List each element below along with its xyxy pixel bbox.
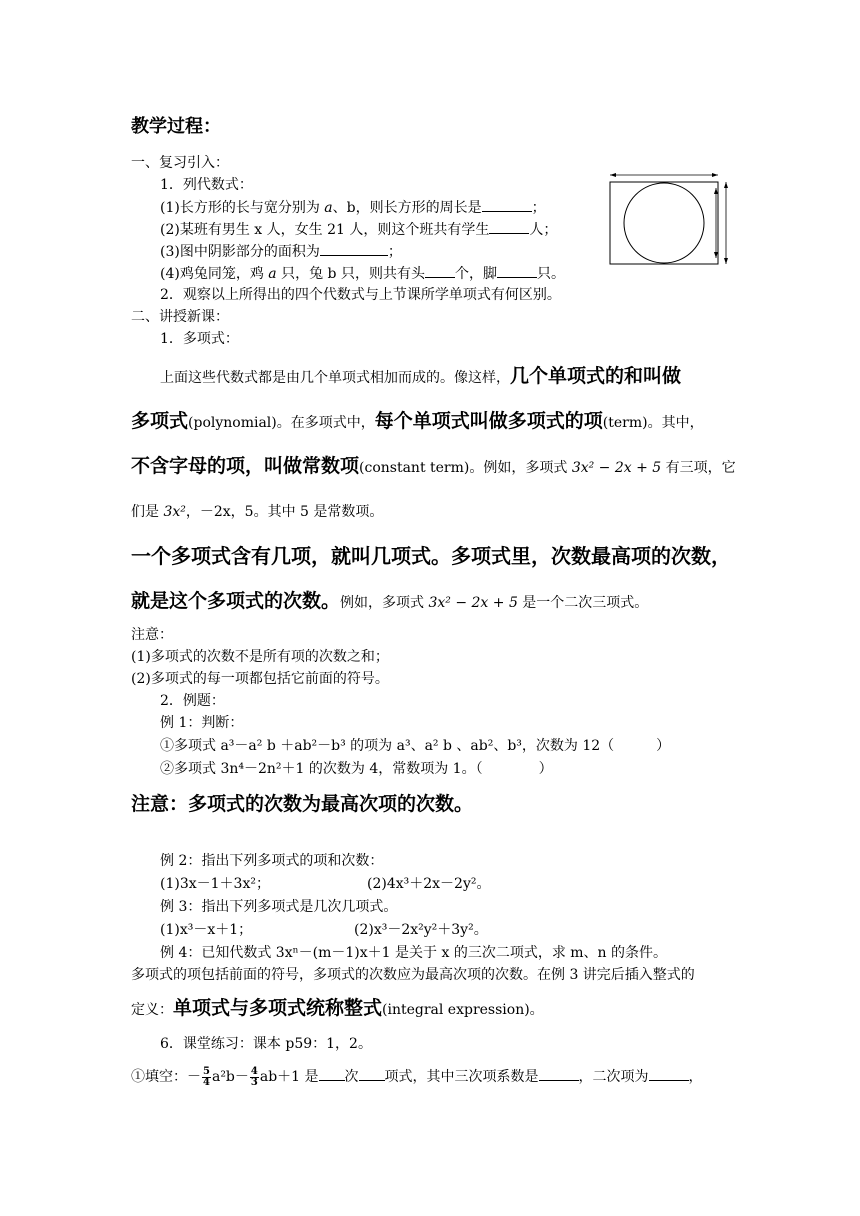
example3-item-1: (1)x³－x＋1； <box>160 922 253 938</box>
review-q2: (2)某班有男生 x 人，女生 21 人，则这个班共有学生 人； <box>160 219 557 240</box>
practice-title: 6．课堂练习：课本 p59：1，2。 <box>160 1036 372 1052</box>
note-item-1: (1)多项式的次数不是所有项的次数之和； <box>131 649 389 665</box>
example2-title: 例 2：指出下列多项式的项和次数： <box>160 853 384 869</box>
review-q3: (3)图中阴影部分的面积为 ； <box>160 241 402 262</box>
arrow-down-icon <box>724 258 728 264</box>
note-item-2: (2)多项式的每一项都包括它前面的符号。 <box>131 671 389 687</box>
answer-blank <box>649 1066 689 1081</box>
section-review-title: 一、复习引入： <box>131 155 229 171</box>
fraction: $\frac{5}{4}$ <box>203 1065 210 1088</box>
arrow-down-icon <box>714 252 718 258</box>
example1-title: 例 1：判断： <box>160 715 244 731</box>
review-q4: (4)鸡兔同笼，鸡 a 只，兔 b 只，则共有头 个，脚 只。 <box>160 263 565 284</box>
example4: 例 4：已知代数式 3xⁿ－(m－1)x＋1 是关于 x 的三次二项式，求 m、n 的条件。 <box>160 945 668 961</box>
answer-blank <box>489 219 529 234</box>
para2-line2: 就是这个多项式的次数。例如，多项式 3x² − 2x + 5 是一个二次三项式。 <box>131 590 649 612</box>
para1-line3: 不含字母的项，叫做常数项(constant term)。例如，多项式 3x² − 2x + 5 有三项，它 <box>131 455 736 477</box>
review-sub2: 2．观察以上所得出的四个代数式与上节课所学单项式有何区别。 <box>160 287 561 303</box>
example1-item-b: ②多项式 3n⁴－2n²＋1 的次数为 4，常数项为 1。（ ） <box>160 761 553 777</box>
arrow-right-icon <box>712 173 718 177</box>
page-heading: 教学过程： <box>131 116 221 137</box>
note-title: 注意： <box>131 627 173 643</box>
answer-blank <box>497 263 537 278</box>
example3-title: 例 3：指出下列多项式是几次几项式。 <box>160 899 398 915</box>
arrow-left-icon <box>610 173 616 177</box>
figure-circle <box>624 183 704 263</box>
example2-item-2: (2)4x³＋2x－2y²。 <box>367 876 491 892</box>
examples-title: 2．例题： <box>160 693 225 709</box>
fraction: $\frac{4}{3}$ <box>250 1065 258 1088</box>
example2-item-1: (1)3x－1＋3x²； <box>160 876 270 892</box>
definition-line: 定义：单项式与多项式统称整式(integral expression)。 <box>131 997 544 1019</box>
section-teach-title: 二、讲授新课： <box>131 309 229 325</box>
review-sub1: 1．列代数式： <box>160 177 253 193</box>
answer-blank <box>320 241 388 256</box>
square-circle-figure <box>602 168 738 276</box>
practice-fill: ①填空：－ $\frac{5}{4}$ a²b－ $\frac{4}{3}$ ab＋1 是 次 项式，其中三次项系数是 ，二次项为 ， <box>131 1065 703 1088</box>
example1-item-a: ①多项式 a³－a² b ＋ab²－b³ 的项为 a³、a² b 、ab²、b³，次数为 12（ ） <box>160 738 671 754</box>
answer-blank <box>425 263 455 278</box>
answer-blank <box>539 1066 579 1081</box>
note2-statement: 注意：多项式的次数为最高次项的次数。 <box>131 793 474 815</box>
arrow-up-icon <box>714 188 718 194</box>
answer-blank <box>482 197 532 212</box>
teach-sub1: 1．多项式： <box>160 331 239 347</box>
para1-line2: 多项式(polynomial)。在多项式中，每个单项式叫做多项式的项(term)。其中， <box>131 410 704 432</box>
answer-blank <box>359 1066 385 1081</box>
explain-text: 多项式的项包括前面的符号，多项式的次数应为最高次项的次数。在例 3 讲完后插入整式的 <box>131 967 695 983</box>
review-q1: (1)长方形的长与宽分别为 a、b，则长方形的周长是 ； <box>160 197 546 218</box>
example3-item-2: (2)x³－2x²y²＋3y²。 <box>354 922 488 938</box>
answer-blank <box>319 1066 345 1081</box>
para1-line1: 上面这些代数式都是由几个单项式相加而成的。像这样，几个单项式的和叫做 <box>160 365 682 387</box>
para2-line1: 一个多项式含有几项，就叫几项式。多项式里，次数最高项的次数， <box>131 544 731 568</box>
arrow-up-icon <box>724 182 728 188</box>
para1-line4: 们是 3x²，－2x，5。其中 5 是常数项。 <box>131 504 384 520</box>
figure-rectangle <box>610 182 718 264</box>
